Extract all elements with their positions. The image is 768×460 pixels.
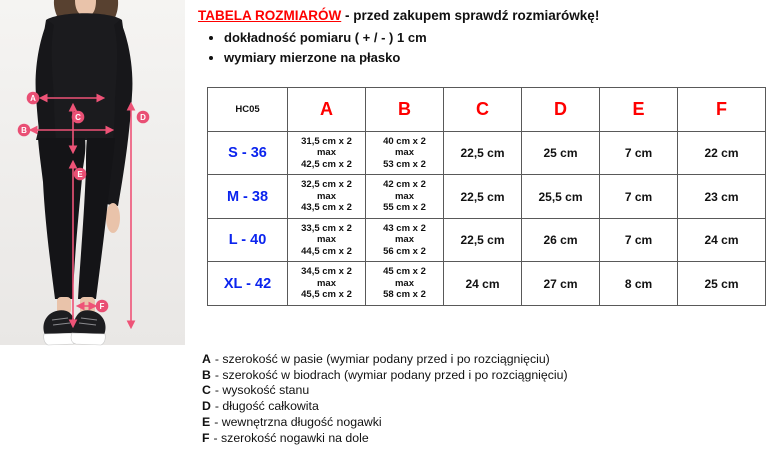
marker-letter-F: F [99, 302, 105, 311]
value-cell-A [288, 132, 366, 175]
legend-item-C [202, 383, 762, 399]
value-cell-C: 22,5 cm [444, 132, 522, 175]
value-line: 32,5 cm x 2 [301, 179, 352, 191]
legend-item-D [202, 399, 762, 415]
value-cell-A [288, 175, 366, 219]
value-line: 44,5 cm x 2 [301, 245, 352, 257]
measurement-diagram [0, 0, 185, 350]
size-cell: L - 40 [208, 219, 288, 262]
legend-letter: B [202, 367, 211, 382]
column-header-C: C [444, 88, 522, 132]
legend-text: - długość całkowita [214, 399, 319, 414]
legend-text: - wewnętrzna długość nogawki [214, 414, 382, 429]
legend-text: - szerokość w biodrach (wymiar podany przed i po rozciągnięciu) [214, 367, 568, 382]
legend-text: - szerokość w pasie (wymiar podany przed i po rozciągnięciu) [214, 352, 550, 366]
legend-item-A [202, 352, 762, 368]
value-cell-F: 22 cm [678, 132, 766, 175]
value-line: max [316, 277, 336, 289]
value-line: max [316, 190, 336, 202]
measurement-legend [202, 352, 762, 446]
header-notes [224, 30, 758, 65]
value-cell-B [366, 175, 444, 219]
note-accuracy: • dokładność pomiaru ( + / - ) 1 cm [224, 30, 758, 45]
size-cell: M - 38 [208, 175, 288, 219]
value-cell-E: 7 cm [600, 219, 678, 262]
value-line: max [316, 147, 336, 159]
value-cell-D: 25,5 cm [522, 175, 600, 219]
value-cell-D: 27 cm [522, 262, 600, 306]
value-line: 33,5 cm x 2 [301, 222, 352, 234]
page-title-suffix: - przed zakupem sprawdź rozmiarówkę! [345, 8, 600, 23]
size-table [207, 87, 766, 306]
value-cell-D: 26 cm [522, 219, 600, 262]
value-cell-B [366, 219, 444, 262]
value-line: 58 cm x 2 [383, 289, 426, 301]
page-title-main: TABELA ROZMIARÓW [198, 8, 342, 23]
size-cell: XL - 42 [208, 262, 288, 306]
marker-letter-B: B [21, 126, 27, 135]
right-sneaker-sole [71, 333, 105, 345]
legend-item-B [202, 368, 762, 384]
value-cell-F: 25 cm [678, 262, 766, 306]
value-line: max [394, 147, 414, 159]
value-line: 43,5 cm x 2 [301, 202, 352, 214]
value-cell-C: 22,5 cm [444, 175, 522, 219]
value-line: max [394, 190, 414, 202]
value-cell-E: 8 cm [600, 262, 678, 306]
value-line: 42,5 cm x 2 [301, 158, 352, 170]
value-cell-A [288, 262, 366, 306]
value-cell-D: 25 cm [522, 132, 600, 175]
marker-letter-E: E [77, 170, 83, 179]
header [198, 8, 758, 70]
marker-letter-D: D [140, 113, 146, 122]
value-line: 43 cm x 2 [383, 222, 426, 234]
model-photo [0, 0, 185, 350]
value-line: max [394, 277, 414, 289]
value-line: 53 cm x 2 [383, 158, 426, 170]
value-cell-E: 7 cm [600, 175, 678, 219]
value-line: 31,5 cm x 2 [301, 135, 352, 147]
value-line: max [394, 234, 414, 246]
value-line: 56 cm x 2 [383, 245, 426, 257]
note-flat-measure: • wymiary mierzone na płasko [224, 50, 758, 65]
legend-text: - szerokość nogawki na dole [213, 430, 369, 445]
model-code-cell: HC05 [208, 88, 288, 132]
value-cell-A [288, 219, 366, 262]
legend-item-E [202, 415, 762, 431]
value-line: 40 cm x 2 [383, 135, 426, 147]
value-line: 42 cm x 2 [383, 179, 426, 191]
model-right-hand [106, 203, 120, 233]
value-cell-E: 7 cm [600, 132, 678, 175]
marker-letter-C: C [75, 113, 81, 122]
value-line: 45 cm x 2 [383, 266, 426, 278]
marker-letter-A: A [30, 94, 36, 103]
column-header-E: E [600, 88, 678, 132]
value-cell-F: 24 cm [678, 219, 766, 262]
size-cell: S - 36 [208, 132, 288, 175]
value-line: 55 cm x 2 [383, 202, 426, 214]
value-line: max [316, 234, 336, 246]
column-header-B: B [366, 88, 444, 132]
value-line: 34,5 cm x 2 [301, 266, 352, 278]
legend-text: - wysokość stanu [214, 383, 310, 398]
column-header-A: A [288, 88, 366, 132]
legend-item-F [202, 431, 762, 447]
page-title [198, 8, 758, 23]
column-header-F: F [678, 88, 766, 132]
legend-letter: C [202, 383, 211, 398]
value-cell-B [366, 132, 444, 175]
value-cell-B [366, 262, 444, 306]
column-header-D: D [522, 88, 600, 132]
legend-letter: F [202, 430, 210, 445]
value-cell-C: 24 cm [444, 262, 522, 306]
value-cell-F: 23 cm [678, 175, 766, 219]
legend-letter: A [202, 352, 211, 366]
legend-letter: D [202, 399, 211, 414]
value-line: 45,5 cm x 2 [301, 289, 352, 301]
legend-letter: E [202, 414, 211, 429]
value-cell-C: 22,5 cm [444, 219, 522, 262]
